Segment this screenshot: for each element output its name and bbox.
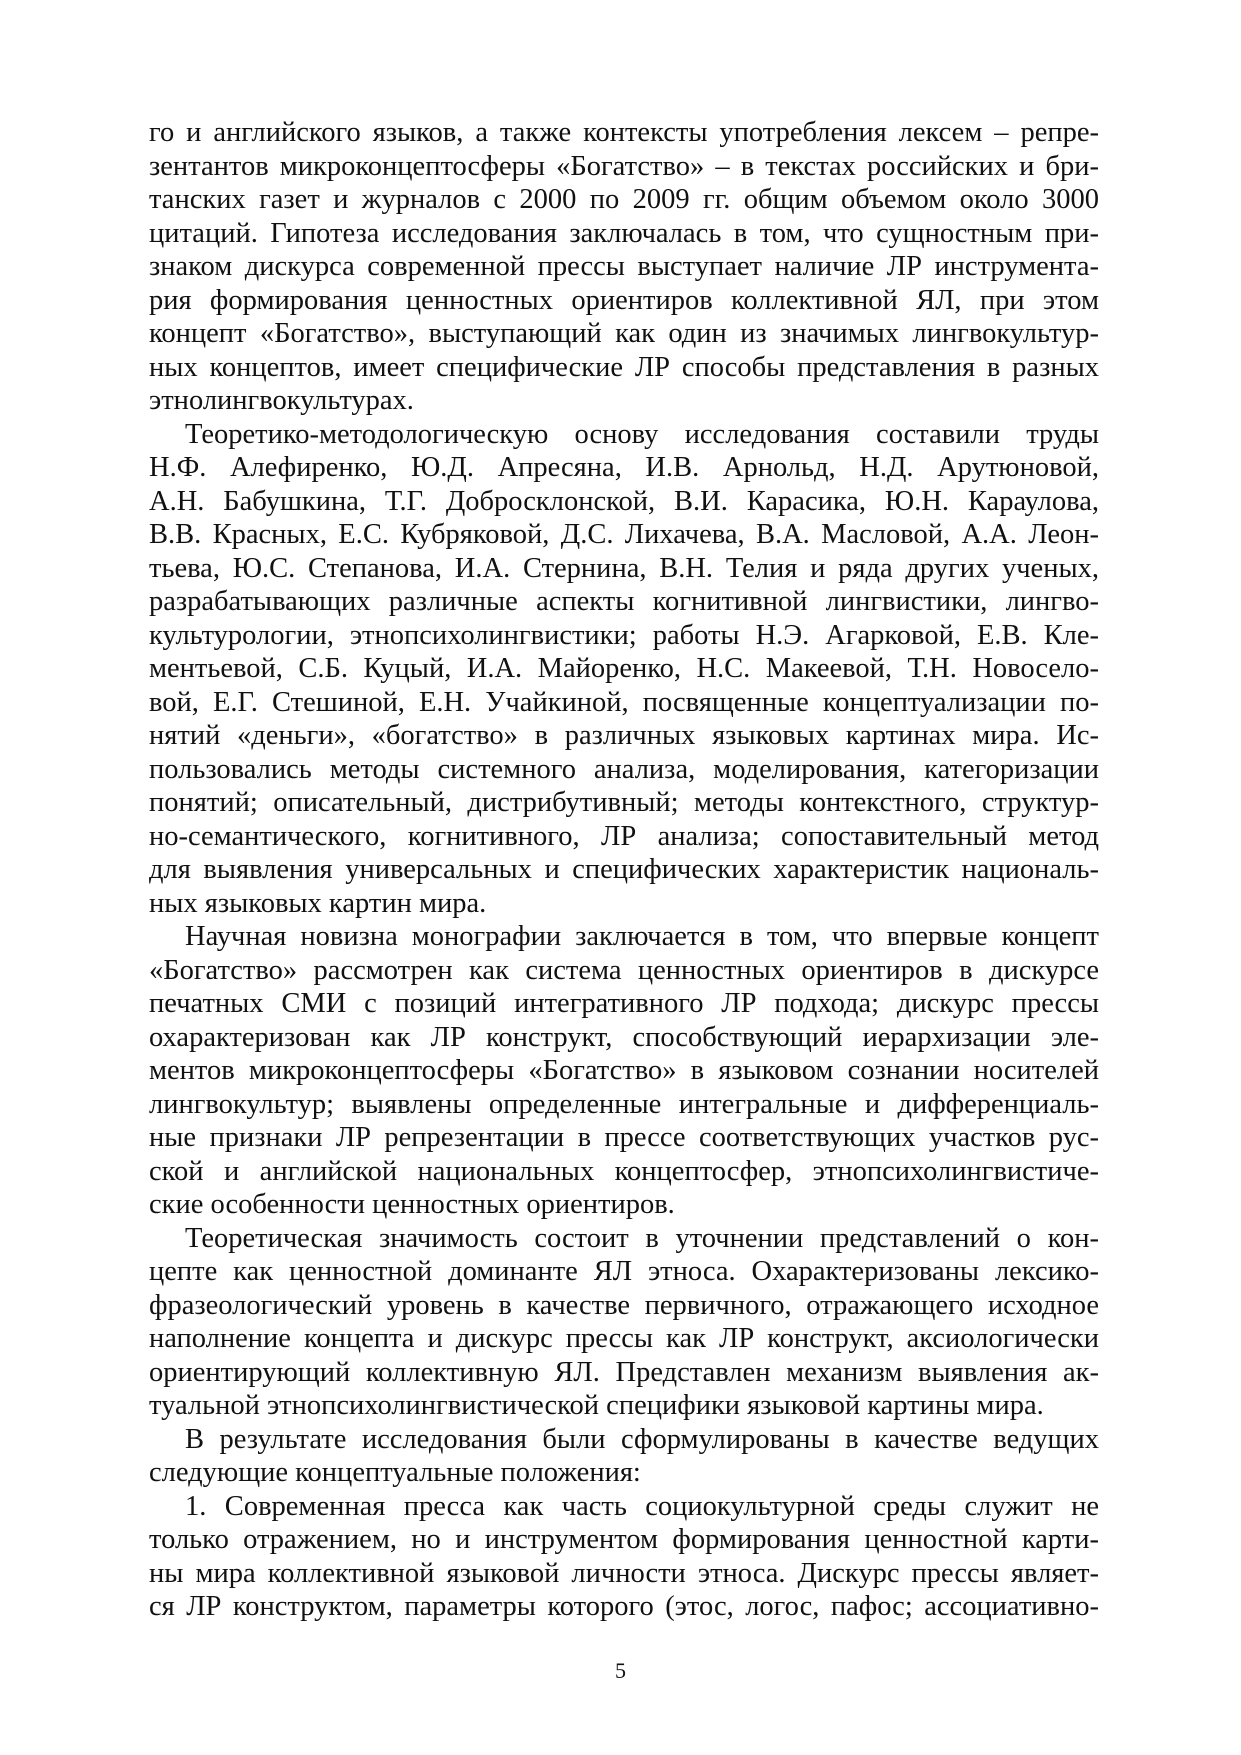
text-line: но-семантического, когнитивного, ЛР анализа; сопоставительный метод (149, 820, 1099, 852)
text-line: культурологии, этнопсихолингвистики; работы Н.Э. Агарковой, Е.В. Кле- (149, 619, 1099, 651)
text-line: тьева, Ю.С. Степанова, И.А. Стернина, В.Н. Телия и ряда других ученых, (149, 552, 1099, 584)
text-line: ных концептов, имеет специфические ЛР способы представления в разных (149, 351, 1099, 383)
text-line: печатных СМИ с позиций интегративного ЛР подхода; дискурс прессы (149, 988, 1099, 1019)
paragraph (149, 920, 1099, 1222)
text-line: цепте как ценностной доминанте ЯЛ этноса. Охарактеризованы лексико- (149, 1256, 1099, 1287)
text-line: понятий; описательный, дистрибутивный; методы контекстного, структур- (149, 787, 1099, 818)
text-line: нятий «деньги», «богатство» в различных языковых картинах мира. Ис- (149, 720, 1099, 751)
text-line: «Богатство» рассмотрен как система ценностных ориентиров в дискурсе (149, 954, 1099, 986)
text-line: знаком дискурса современной прессы выступает наличие ЛР инструмента- (149, 251, 1099, 282)
text-line: ские особенности ценностных ориентиров. (149, 1189, 675, 1220)
text-line: ориентирующий коллективную ЯЛ. Представлен механизм выявления ак- (149, 1356, 1099, 1388)
text-line: ные признаки ЛР репрезентации в прессе соответствующих участков рус- (149, 1122, 1099, 1153)
text-line: охарактеризован как ЛР конструкт, способствующий иерархизации эле- (149, 1021, 1099, 1053)
text-line: следующие концептуальные положения: (149, 1457, 641, 1488)
text-line: В.В. Красных, Е.С. Кубряковой, Д.С. Лихачева, В.А. Масловой, А.А. Леон- (149, 519, 1099, 550)
text-line: вой, Е.Г. Стешиной, Е.Н. Учайкиной, посвященные концептуализации по- (149, 686, 1099, 718)
document-body (149, 116, 1099, 1624)
text-line: ных языковых картин мира. (149, 887, 487, 919)
page-number: 5 (615, 1658, 626, 1683)
text-line: Теоретическая значимость состоит в уточнении представлений о кон- (185, 1222, 1099, 1254)
text-line: туальной этнопсихолингвистической специфики языковой картины мира. (149, 1390, 1044, 1421)
text-line: 1. Современная пресса как часть социокультурной среды служит не (185, 1490, 1099, 1522)
text-line: разрабатывающих различные аспекты когнитивной лингвистики, лингво- (149, 586, 1099, 617)
paragraph (149, 418, 1099, 921)
text-line: концепт «Богатство», выступающий как один из значимых лингвокультур- (149, 318, 1099, 349)
text-line: В результате исследования были сформулированы в качестве ведущих (185, 1423, 1099, 1455)
text-line: для выявления универсальных и специфических характеристик националь- (149, 854, 1099, 885)
text-line: лингвокультур; выявлены определенные интегральные и дифференциаль- (149, 1088, 1099, 1120)
text-line: ментьевой, С.Б. Куцый, И.А. Майоренко, Н.С. Макеевой, Т.Н. Новоселo- (149, 653, 1099, 684)
text-line: этнолингвокультурах. (149, 385, 414, 416)
paragraph (149, 1222, 1099, 1423)
text-line: пользовались методы системного анализа, моделирования, категоризации (149, 753, 1099, 785)
text-line: ментов микроконцептосферы «Богатство» в языковом сознании носителей (149, 1055, 1099, 1086)
text-line: фразеологический уровень в качестве первичного, отражающего исходное (149, 1289, 1099, 1321)
text-line: Научная новизна монографии заключается в том, что впервые концепт (185, 921, 1099, 952)
text-line: танских газет и журналов с 2000 по 2009 гг. общим объемом около 3000 (149, 184, 1099, 215)
text-line: только отражением, но и инструментом формирования ценностной карти- (149, 1524, 1099, 1555)
paragraph (149, 1490, 1099, 1624)
text-line: ны мира коллективной языковой личности этноса. Дискурс прессы являет- (149, 1557, 1099, 1589)
paragraph (149, 1423, 1099, 1490)
text-line: Теоретико-методологическую основу исследования составили труды (185, 418, 1099, 450)
text-line: зентантов микроконцептосферы «Богатство» – в текстах российских и бри- (149, 150, 1099, 182)
text-line: ской и английской национальных концептосфер, этнопсихолингвистиче- (149, 1155, 1099, 1187)
text-line: го и английского языков, а также контексты употребления лексем – репре- (149, 117, 1099, 148)
text-line: рия формирования ценностных ориентиров коллективной ЯЛ, при этом (149, 284, 1099, 316)
text-line: цитаций. Гипотеза исследования заключалась в том, что сущностным при- (149, 217, 1099, 249)
paragraph (149, 116, 1099, 418)
text-line: наполнение концепта и дискурс прессы как ЛР конструкт, аксиологически (149, 1323, 1099, 1354)
text-line: А.Н. Бабушкина, Т.Г. Добросклонской, В.И. Карасика, Ю.Н. Караулова, (149, 485, 1099, 517)
text-line: ся ЛР конструктом, параметры которого (этос, логос, пафос; ассоциативно- (149, 1591, 1099, 1622)
text-line: Н.Ф. Алефиренко, Ю.Д. Апресяна, И.В. Арнольд, Н.Д. Арутюновой, (149, 452, 1099, 483)
